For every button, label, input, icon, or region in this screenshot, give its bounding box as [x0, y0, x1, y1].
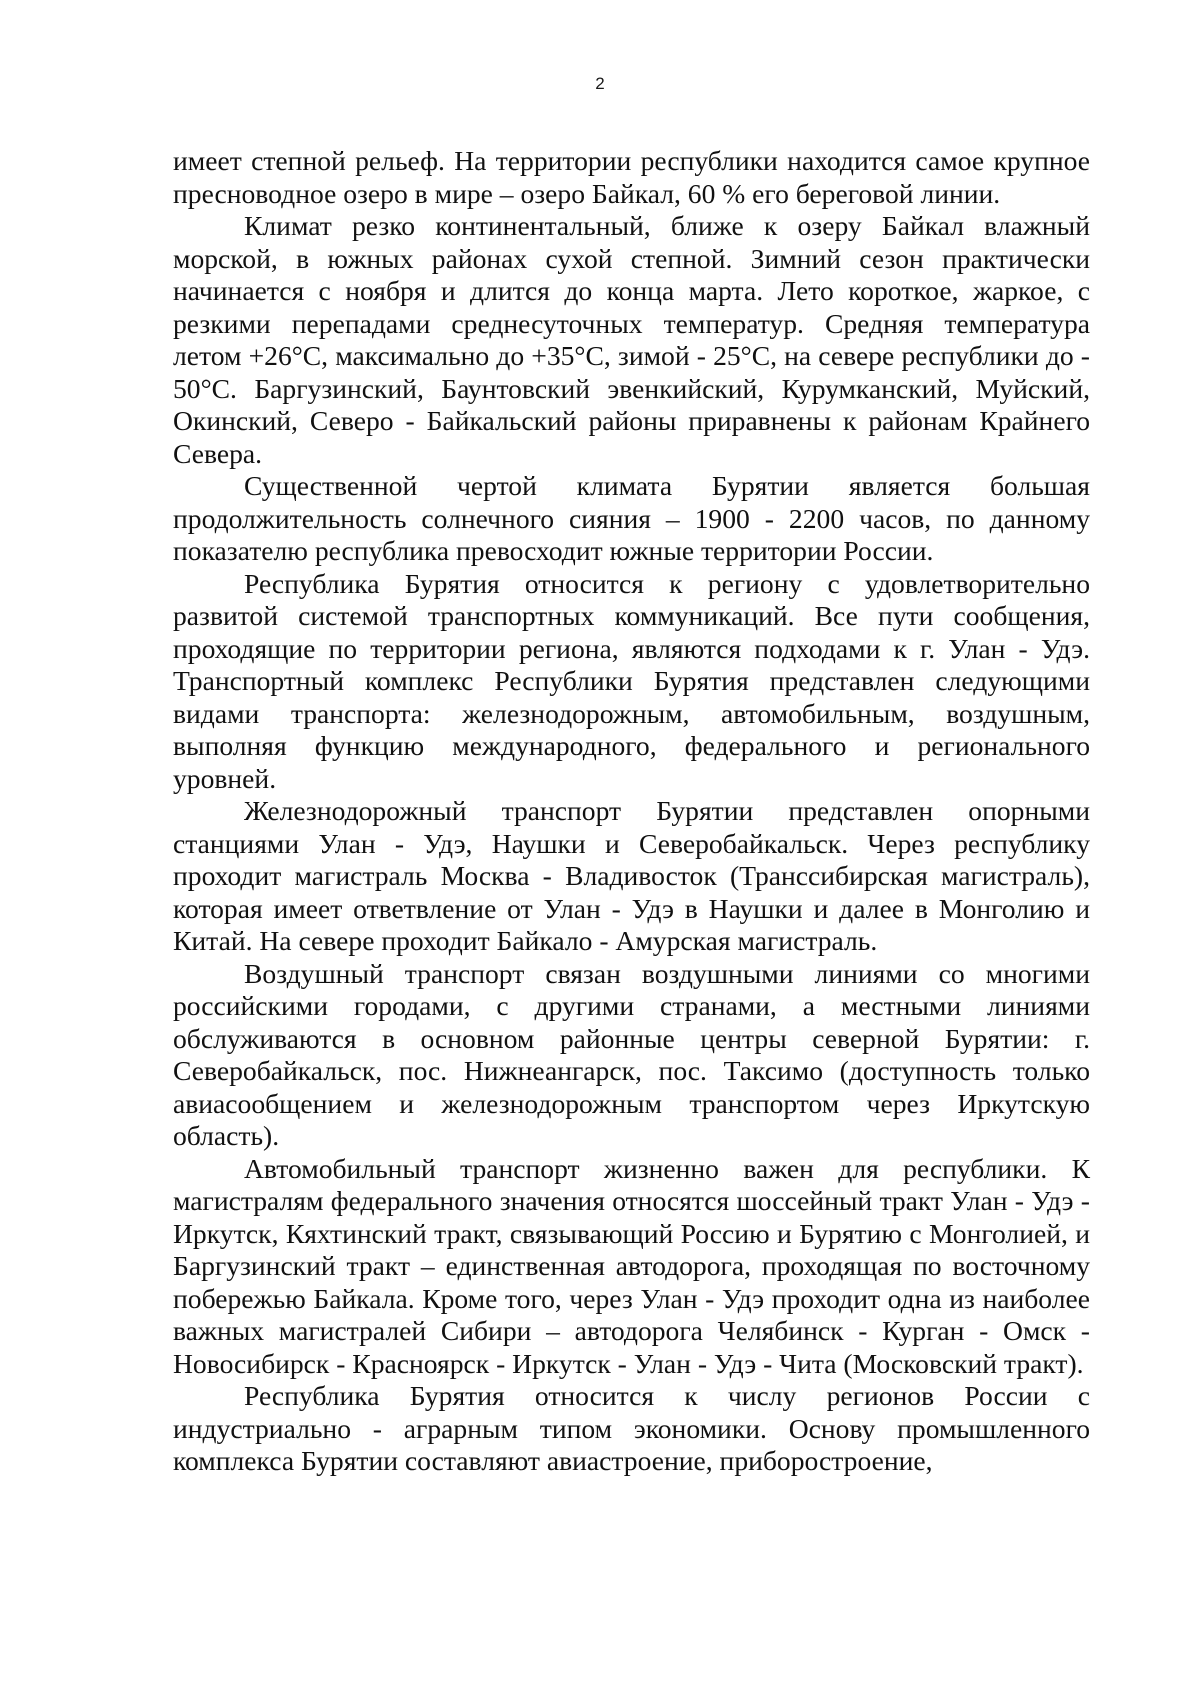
document-body	[173, 145, 1090, 1478]
paragraph-climate: Климат резко континентальный, ближе к озеру Байкал влажный морской, в южных районах сухой степной. Зимний сезон практически начинается с ноября и длится до конца марта. Лето короткое, жаркое, с резкими перепадами среднесуточных температур. Средняя температура летом +26°С, максимально до +35°С, зимой - 25°С, на севере республики до - 50°С. Баргузинский, Баунтовский эвенкийский, Курумканский, Муйский, Окинский, Северо - Байкальский районы приравнены к районам Крайнего Севера.	[173, 210, 1090, 469]
paragraph-railway-transport: Железнодорожный транспорт Бурятии представлен опорными станциями Улан - Удэ, Наушки и Северобайкальск. Через республику проходит магистраль Москва - Владивосток (Транссибирская магистраль), которая имеет ответвление от Улан - Удэ в Наушки и далее в Монголию и Китай. На севере проходит Байкало - Амурская магистраль.	[173, 795, 1090, 956]
paragraph-relief-continued: имеет степной рельеф. На территории республики находится самое крупное пресноводное озеро в мире – озеро Байкал, 60 % его береговой линии.	[173, 145, 1090, 209]
paragraph-road-transport: Автомобильный транспорт жизненно важен для республики. К магистралям федерального значения относятся шоссейный тракт Улан - Удэ - Иркутск, Кяхтинский тракт, связывающий Россию и Бурятию с Монголией, и Баргузинский тракт – единственная автодорога, проходящая по восточному побережью Байкала. Кроме того, через Улан - Удэ проходит одна из наиболее важных магистралей Сибири – автодорога Челябинск - Курган - Омск - Новосибирск - Красноярск - Иркутск - Улан - Удэ - Чита (Московский тракт).	[173, 1152, 1090, 1379]
paragraph-transport-overview: Республика Бурятия относится к региону с удовлетворительно развитой системой транспортных коммуникаций. Все пути сообщения, проходящие по территории региона, являются подходами к г. Улан - Удэ. Транспортный комплекс Республики Бурятия представлен следующими видами транспорта: железнодорожным, автомобильным, воздушным, выполняя функцию международного, федерального и регионального уровней.	[173, 567, 1090, 794]
page-number: 2	[595, 74, 605, 93]
paragraph-sunshine: Существенной чертой климата Бурятии является большая продолжительность солнечного сияния – 1900 - 2200 часов, по данному показателю республика превосходит южные территории России.	[173, 470, 1090, 566]
paragraph-air-transport: Воздушный транспорт связан воздушными линиями со многими российскими городами, с другими странами, а местными линиями обслуживаются в основном районные центры северной Бурятии: г. Северобайкальск, пос. Нижнеангарск, пос. Таксимо (доступность только авиасообщением и железнодорожным транспортом через Иркутскую область).	[173, 957, 1090, 1151]
paragraph-economy: Республика Бурятия относится к числу регионов России с индустриально - аграрным типом экономики. Основу промышленного комплекса Бурятии составляют авиастроение, приборостроение,	[173, 1380, 1090, 1476]
